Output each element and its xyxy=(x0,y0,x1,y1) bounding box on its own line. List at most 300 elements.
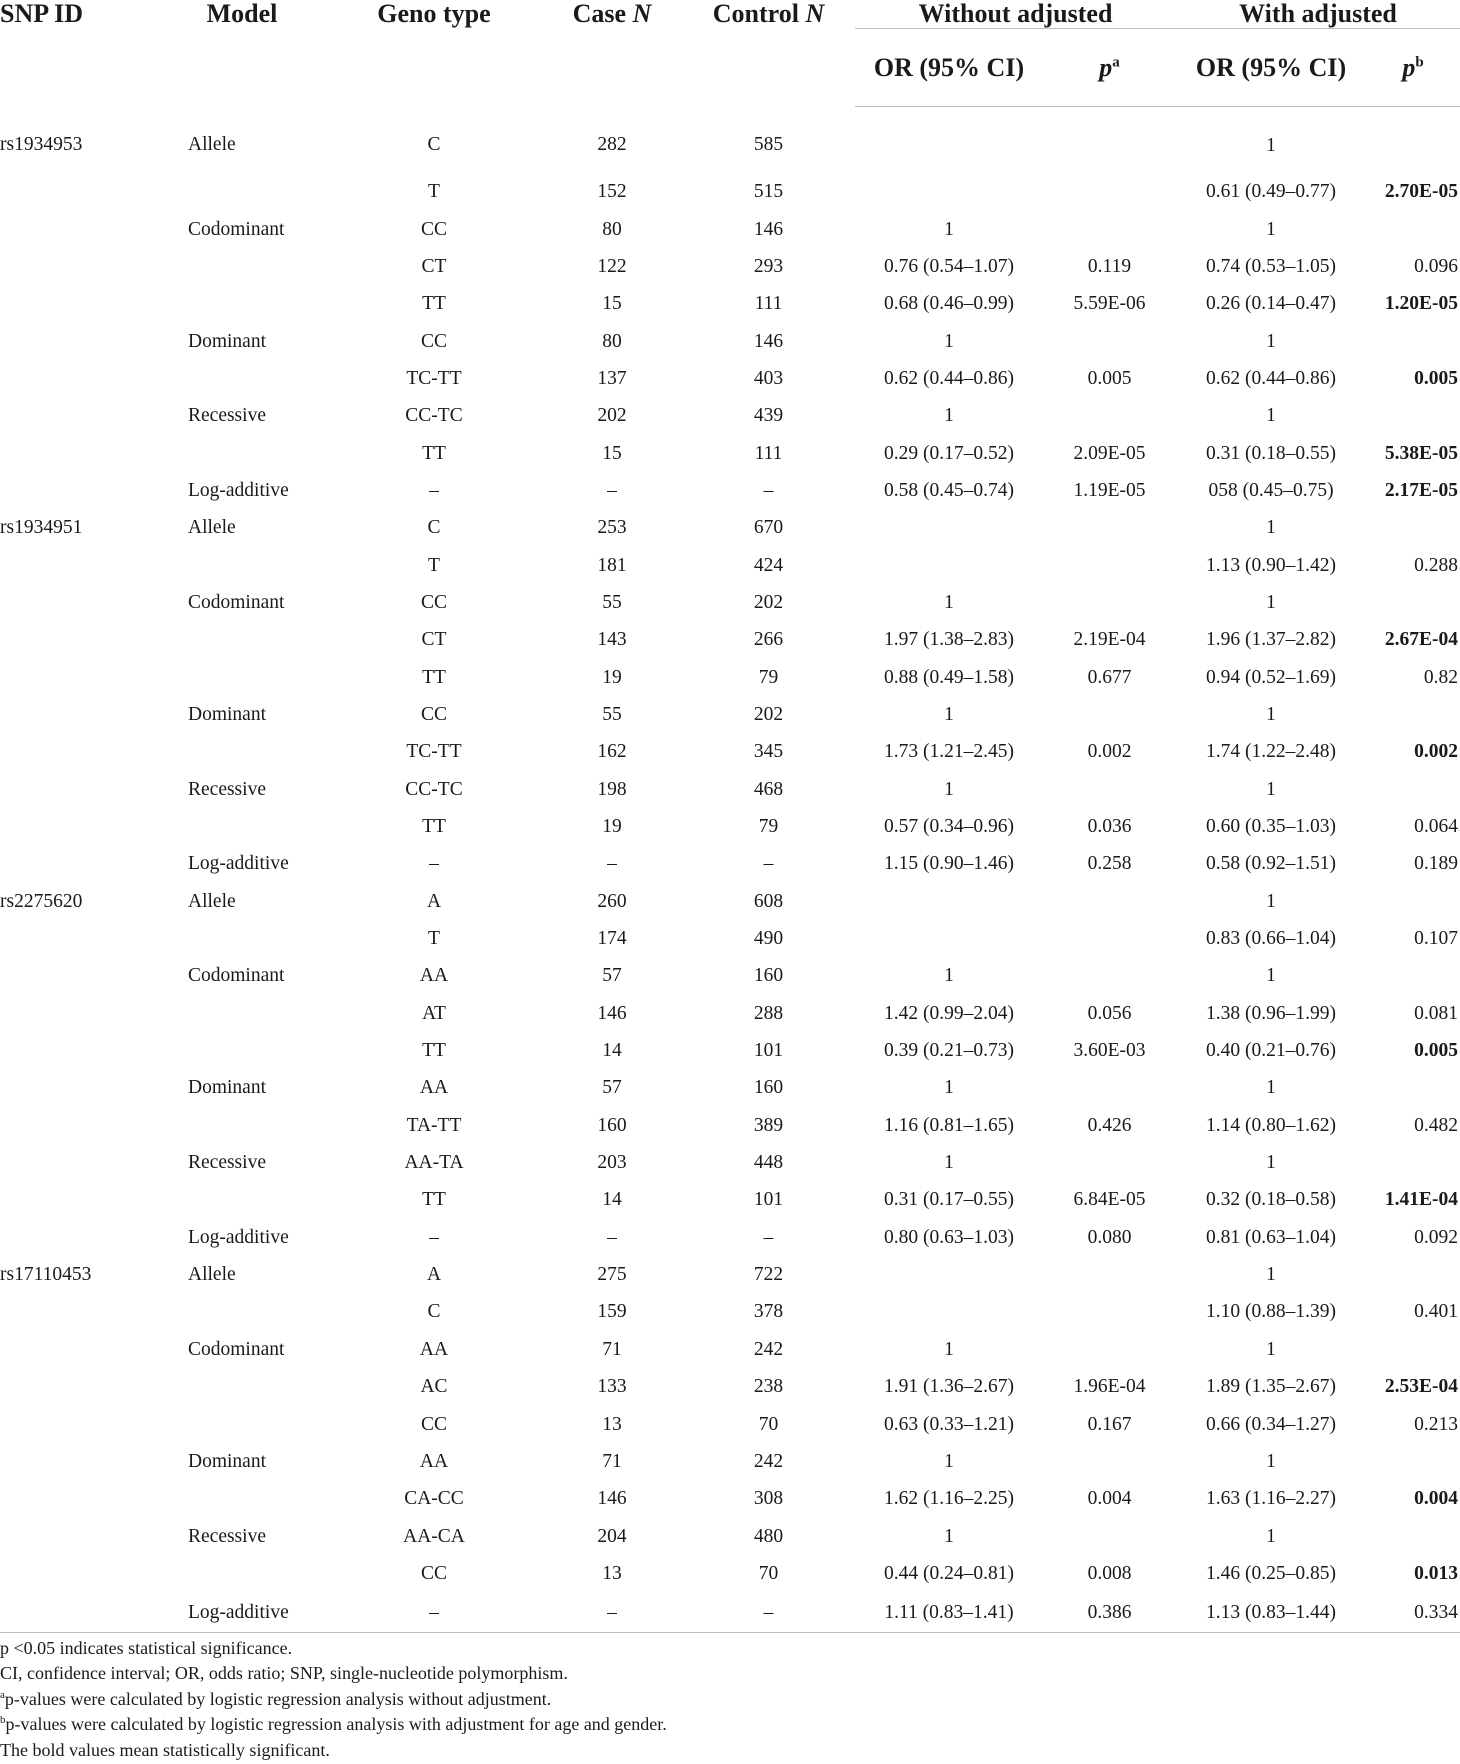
cell-genotype: AA xyxy=(419,1338,449,1360)
table-footnotes xyxy=(0,1636,1460,1763)
table-row xyxy=(0,248,1460,285)
cell-model: Allele xyxy=(188,134,236,156)
cell-case-n: 204 xyxy=(597,1525,627,1547)
cell-genotype: – xyxy=(429,1226,439,1248)
cell-p-with: 0.401 xyxy=(1414,1301,1459,1323)
cell-genotype: AA xyxy=(419,1450,449,1472)
cell-case-n: 275 xyxy=(597,1264,627,1286)
cell-or-ci-without: 1.15 (0.90–1.46) xyxy=(884,853,1014,875)
cell-snp-id xyxy=(0,360,158,397)
cell-p-without xyxy=(1043,1256,1176,1293)
footnote-b-text: p-values were calculated by logistic regression analysis with adjustment for age and gender. xyxy=(5,1714,667,1735)
cell-model: Recessive xyxy=(188,405,266,427)
cell-p-without: 0.386 xyxy=(1043,1592,1176,1633)
cell-p-without: 2.19E-04 xyxy=(1073,629,1146,651)
table-row xyxy=(0,1331,1460,1368)
cell-p-with: 0.002 xyxy=(1414,741,1459,763)
cell-or-ci-with: 0.31 (0.18–0.55) xyxy=(1206,442,1337,464)
cell-or-ci-with: 0.60 (0.35–1.03) xyxy=(1206,816,1337,838)
cell-genotype: AA-CA xyxy=(403,1525,465,1547)
cell-p-without: 0.036 xyxy=(1087,816,1132,838)
cell-p-without xyxy=(1043,1069,1176,1106)
cell-control-n: – xyxy=(763,853,774,875)
cell-genotype: T xyxy=(428,181,440,203)
cell-case-n: 282 xyxy=(597,134,627,156)
header-control-label: Control xyxy=(712,0,799,28)
cell-genotype: TT xyxy=(422,1189,446,1211)
cell-case-n: 202 xyxy=(597,405,627,427)
cell-or-ci-with: 1 xyxy=(1266,134,1276,156)
cell-genotype: CC-TC xyxy=(405,778,463,800)
cell-control-n: 480 xyxy=(753,1525,784,1547)
cell-p-with xyxy=(1366,1256,1460,1293)
cell-p-without: 1.96E-04 xyxy=(1073,1376,1146,1398)
cell-genotype: AC xyxy=(420,1376,448,1398)
cell-or-ci-without: 1 xyxy=(944,778,954,800)
cell-control-n: 101 xyxy=(753,1040,784,1062)
cell-genotype: TT xyxy=(422,442,446,464)
footnote-b-marker: b xyxy=(0,1714,6,1727)
cell-case-n: 162 xyxy=(597,741,627,763)
cell-model: Recessive xyxy=(188,1525,266,1547)
table-row xyxy=(0,883,1460,920)
cell-or-ci-without: 0.62 (0.44–0.86) xyxy=(884,367,1014,389)
cell-p-with xyxy=(1366,509,1460,546)
cell-or-ci-without xyxy=(855,107,1043,174)
cell-p-with: 0.82 xyxy=(1423,666,1459,688)
cell-model xyxy=(158,285,326,322)
cell-case-n: 122 xyxy=(597,255,627,277)
header-genotype: Geno type xyxy=(377,0,491,28)
cell-or-ci-without: 1 xyxy=(944,1152,954,1174)
cell-model: Allele xyxy=(188,517,236,539)
cell-genotype: CT xyxy=(421,255,447,277)
table-row xyxy=(0,434,1460,471)
cell-control-n: 266 xyxy=(753,629,784,651)
cell-control-n: 79 xyxy=(758,816,779,838)
cell-p-with xyxy=(1366,322,1460,359)
cell-or-ci-with: 0.66 (0.34–1.27) xyxy=(1206,1413,1337,1435)
cell-p-with xyxy=(1366,397,1460,434)
cell-genotype: AA xyxy=(419,965,449,987)
cell-snp-id xyxy=(0,1592,158,1633)
table-row xyxy=(0,1405,1460,1442)
cell-snp-id xyxy=(0,1368,158,1405)
cell-or-ci-with: 0.94 (0.52–1.69) xyxy=(1206,666,1337,688)
footnote-a-text: p-values were calculated by logistic regression analysis without adjustment. xyxy=(4,1688,552,1709)
cell-or-ci-without: 1 xyxy=(944,1450,954,1472)
cell-control-n: – xyxy=(763,1226,774,1248)
cell-or-ci-without: 1 xyxy=(944,405,954,427)
cell-snp-id xyxy=(0,957,158,994)
cell-case-n: 71 xyxy=(602,1450,622,1472)
cell-p-without: 3.60E-03 xyxy=(1073,1040,1146,1062)
cell-model: Dominant xyxy=(188,1077,266,1099)
cell-p-with xyxy=(1366,210,1460,247)
cell-p-with: 0.064 xyxy=(1414,816,1459,838)
header-or-ci-without: OR (95% CI) xyxy=(855,29,1043,107)
table-row xyxy=(0,1032,1460,1069)
cell-case-n: 159 xyxy=(597,1301,627,1323)
header-with-adjusted: With adjusted xyxy=(1239,0,1397,28)
cell-or-ci-with: 0.32 (0.18–0.58) xyxy=(1206,1189,1337,1211)
table-body xyxy=(0,107,1460,1633)
table-row xyxy=(0,1293,1460,1330)
cell-case-n: 80 xyxy=(602,218,622,240)
cell-p-with: 1.20E-05 xyxy=(1384,293,1459,315)
cell-genotype: AA xyxy=(419,1077,449,1099)
cell-model xyxy=(158,1181,326,1218)
cell-p-with xyxy=(1366,1517,1460,1554)
cell-control-n: 670 xyxy=(753,517,784,539)
cell-genotype: CC-TC xyxy=(405,405,463,427)
cell-snp-id xyxy=(0,1443,158,1480)
cell-p-with: 0.288 xyxy=(1414,554,1459,576)
cell-or-ci-with: 1.13 (0.90–1.42) xyxy=(1206,554,1337,576)
cell-or-ci-with: 0.62 (0.44–0.86) xyxy=(1206,367,1337,389)
cell-or-ci-without: 1 xyxy=(944,330,954,352)
header-without-adjusted: Without adjusted xyxy=(918,0,1113,28)
cell-or-ci-without xyxy=(855,1256,1043,1293)
cell-or-ci-without: 1 xyxy=(944,703,954,725)
cell-snp-id xyxy=(0,1480,158,1517)
cell-p-with: 0.107 xyxy=(1414,928,1459,950)
cell-or-ci-with: 1 xyxy=(1266,703,1276,725)
cell-control-n: 293 xyxy=(753,255,784,277)
cell-case-n: 181 xyxy=(597,554,627,576)
cell-snp-id xyxy=(0,210,158,247)
cell-p-with: 0.005 xyxy=(1414,1040,1459,1062)
table-row xyxy=(0,1219,1460,1256)
cell-p-with: 2.17E-05 xyxy=(1384,479,1459,501)
cell-model xyxy=(158,808,326,845)
cell-control-n: 202 xyxy=(753,591,784,613)
cell-or-ci-with: 0.74 (0.53–1.05) xyxy=(1206,255,1337,277)
header-p-with xyxy=(1366,29,1460,107)
table-row xyxy=(0,771,1460,808)
cell-or-ci-without: 1 xyxy=(944,591,954,613)
cell-model xyxy=(158,1032,326,1069)
cell-genotype: AT xyxy=(422,1002,446,1024)
cell-p-without xyxy=(1043,1293,1176,1330)
cell-control-n: – xyxy=(682,1592,855,1633)
cell-control-n: 515 xyxy=(753,181,784,203)
cell-model: Recessive xyxy=(188,1152,266,1174)
cell-control-n: 288 xyxy=(753,1002,784,1024)
cell-or-ci-without: 1 xyxy=(944,1525,954,1547)
cell-p-with xyxy=(1366,957,1460,994)
cell-or-ci-with: 1 xyxy=(1266,591,1276,613)
cell-p-with: 0.096 xyxy=(1414,255,1459,277)
cell-control-n: 308 xyxy=(753,1488,784,1510)
cell-or-ci-with: 1.14 (0.80–1.62) xyxy=(1206,1114,1337,1136)
cell-genotype: CC xyxy=(420,1562,447,1584)
cell-genotype: C xyxy=(427,134,441,156)
cell-or-ci-without: 0.63 (0.33–1.21) xyxy=(884,1413,1014,1435)
cell-control-n: 70 xyxy=(758,1562,779,1584)
cell-p-with: 1.41E-04 xyxy=(1384,1189,1459,1211)
cell-case-n: 146 xyxy=(597,1488,627,1510)
cell-snp-id xyxy=(0,1032,158,1069)
cell-snp-id xyxy=(0,845,158,882)
table-row xyxy=(0,1592,1460,1633)
cell-control-n: 448 xyxy=(753,1152,784,1174)
cell-control-n: 378 xyxy=(753,1301,784,1323)
cell-or-ci-without xyxy=(855,173,1043,210)
cell-or-ci-with: 1 xyxy=(1266,965,1276,987)
cell-genotype: – xyxy=(429,853,439,875)
cell-p-without xyxy=(1043,107,1176,174)
cell-snp-id xyxy=(0,1331,158,1368)
table-row xyxy=(0,1069,1460,1106)
cell-or-ci-with: 058 (0.45–0.75) xyxy=(1208,479,1334,501)
cell-p-without: 0.119 xyxy=(1087,255,1132,277)
cell-or-ci-without xyxy=(855,1293,1043,1330)
cell-or-ci-without: 0.88 (0.49–1.58) xyxy=(884,666,1014,688)
cell-or-ci-without: 1 xyxy=(944,1077,954,1099)
cell-model xyxy=(158,920,326,957)
cell-snp-id xyxy=(0,658,158,695)
cell-snp-id: rs1934953 xyxy=(0,134,83,156)
table-row xyxy=(0,397,1460,434)
cell-p-with: 0.005 xyxy=(1414,367,1459,389)
footnote-abbreviations: CI, confidence interval; OR, odds ratio; SNP, single-nucleotide polymorphism. xyxy=(0,1663,568,1684)
cell-p-with xyxy=(1366,107,1460,174)
cell-p-without xyxy=(1043,883,1176,920)
cell-control-n: 101 xyxy=(753,1189,784,1211)
cell-snp-id xyxy=(0,733,158,770)
header-model: Model xyxy=(206,0,278,28)
cell-model xyxy=(158,173,326,210)
cell-control-n: 160 xyxy=(753,965,784,987)
cell-or-ci-with: 1 xyxy=(1266,330,1276,352)
header-case-n xyxy=(542,0,682,107)
cell-control-n: 389 xyxy=(753,1114,784,1136)
header-p-b-sup: b xyxy=(1415,53,1424,70)
cell-or-ci-with: 0.81 (0.63–1.04) xyxy=(1206,1226,1337,1248)
cell-or-ci-with: 1.13 (0.83–1.44) xyxy=(1176,1592,1366,1633)
cell-or-ci-without: 0.76 (0.54–1.07) xyxy=(884,255,1014,277)
cell-or-ci-without xyxy=(855,920,1043,957)
cell-or-ci-without: 0.68 (0.46–0.99) xyxy=(884,293,1014,315)
table-row xyxy=(0,696,1460,733)
cell-p-without xyxy=(1043,1443,1176,1480)
cell-genotype: T xyxy=(428,928,440,950)
cell-or-ci-without: 0.80 (0.63–1.03) xyxy=(884,1226,1014,1248)
cell-case-n: – xyxy=(607,479,617,501)
cell-control-n: 111 xyxy=(754,293,783,315)
cell-or-ci-with: 1.74 (1.22–2.48) xyxy=(1206,741,1337,763)
cell-p-with xyxy=(1366,1331,1460,1368)
cell-model xyxy=(158,1368,326,1405)
cell-snp-id xyxy=(0,248,158,285)
cell-case-n: 198 xyxy=(597,778,627,800)
cell-p-without: 0.258 xyxy=(1087,853,1132,875)
cell-snp-id xyxy=(0,1219,158,1256)
cell-or-ci-without: 0.57 (0.34–0.96) xyxy=(884,816,1014,838)
cell-control-n: 160 xyxy=(753,1077,784,1099)
header-case-n-italic: N xyxy=(632,0,652,28)
cell-snp-id: rs1934951 xyxy=(0,517,83,539)
cell-model xyxy=(158,995,326,1032)
cell-model: Codominant xyxy=(188,218,285,240)
cell-case-n: 133 xyxy=(597,1376,627,1398)
table-row xyxy=(0,546,1460,583)
cell-p-with: 0.189 xyxy=(1414,853,1459,875)
cell-genotype: – xyxy=(429,479,439,501)
cell-or-ci-with: 0.40 (0.21–0.76) xyxy=(1206,1040,1337,1062)
table-row xyxy=(0,173,1460,210)
cell-genotype: AA-TA xyxy=(404,1152,464,1174)
cell-model: Allele xyxy=(188,890,236,912)
cell-or-ci-without: 0.29 (0.17–0.52) xyxy=(884,442,1014,464)
cell-or-ci-without: 1.42 (0.99–2.04) xyxy=(884,1002,1014,1024)
cell-p-without: 0.008 xyxy=(1087,1562,1132,1584)
cell-case-n: 19 xyxy=(602,816,622,838)
cell-model xyxy=(158,1405,326,1442)
cell-genotype: CT xyxy=(421,629,447,651)
cell-snp-id: rs17110453 xyxy=(0,1264,92,1286)
cell-p-without xyxy=(1043,173,1176,210)
cell-p-with xyxy=(1366,771,1460,808)
cell-or-ci-with: 1 xyxy=(1266,218,1276,240)
cell-model: Dominant xyxy=(188,703,266,725)
cell-control-n: 70 xyxy=(758,1413,779,1435)
cell-case-n: – xyxy=(607,853,617,875)
cell-or-ci-without: 1.97 (1.38–2.83) xyxy=(884,629,1014,651)
cell-p-without xyxy=(1043,1331,1176,1368)
table-row xyxy=(0,845,1460,882)
cell-control-n: 238 xyxy=(753,1376,784,1398)
cell-p-without xyxy=(1043,771,1176,808)
cell-or-ci-without: 1.16 (0.81–1.65) xyxy=(884,1114,1014,1136)
cell-case-n: 71 xyxy=(602,1338,622,1360)
cell-snp-id xyxy=(0,995,158,1032)
table-row xyxy=(0,658,1460,695)
header-p-without xyxy=(1043,29,1176,107)
table-row xyxy=(0,1181,1460,1218)
cell-model xyxy=(158,546,326,583)
header-p-a: p xyxy=(1099,52,1113,82)
cell-or-ci-without: 0.31 (0.17–0.55) xyxy=(884,1189,1014,1211)
table-row xyxy=(0,472,1460,509)
cell-or-ci-with: 1.89 (1.35–2.67) xyxy=(1206,1376,1337,1398)
table-row xyxy=(0,621,1460,658)
cell-case-n: – xyxy=(542,1592,682,1633)
cell-p-without xyxy=(1043,1517,1176,1554)
cell-p-with: 5.38E-05 xyxy=(1384,442,1459,464)
footnote-a-marker: a xyxy=(0,1688,5,1701)
cell-p-without: 1.19E-05 xyxy=(1073,479,1146,501)
table-row xyxy=(0,1256,1460,1293)
cell-model: Codominant xyxy=(188,965,285,987)
cell-case-n: 57 xyxy=(602,965,622,987)
table-row xyxy=(0,733,1460,770)
cell-case-n: 260 xyxy=(597,890,627,912)
cell-or-ci-with: 1 xyxy=(1266,1338,1276,1360)
cell-p-with: 0.004 xyxy=(1414,1488,1459,1510)
cell-p-without: 0.677 xyxy=(1087,666,1132,688)
cell-or-ci-with: 1 xyxy=(1266,517,1276,539)
cell-control-n: 439 xyxy=(753,405,784,427)
header-p-a-sup: a xyxy=(1112,53,1120,70)
cell-control-n: – xyxy=(763,479,774,501)
cell-p-with xyxy=(1366,883,1460,920)
cell-p-with: 0.482 xyxy=(1414,1114,1459,1136)
cell-model xyxy=(158,360,326,397)
cell-p-without xyxy=(1043,509,1176,546)
cell-p-with: 0.334 xyxy=(1366,1592,1460,1633)
table-row xyxy=(0,957,1460,994)
cell-p-with: 0.081 xyxy=(1414,1002,1459,1024)
cell-snp-id xyxy=(0,397,158,434)
table-header xyxy=(0,0,1460,107)
table-row xyxy=(0,210,1460,247)
header-p-b: p xyxy=(1402,52,1416,82)
cell-model xyxy=(158,434,326,471)
cell-model: Recessive xyxy=(188,778,266,800)
cell-snp-id xyxy=(0,1181,158,1218)
cell-snp-id xyxy=(0,696,158,733)
cell-p-without: 5.59E-06 xyxy=(1073,293,1146,315)
cell-p-with xyxy=(1366,584,1460,621)
cell-snp-id xyxy=(0,1517,158,1554)
header-case-label: Case xyxy=(572,0,627,28)
cell-control-n: 608 xyxy=(753,890,784,912)
cell-p-with xyxy=(1366,1144,1460,1181)
cell-p-with: 2.53E-04 xyxy=(1384,1376,1459,1398)
cell-case-n: 19 xyxy=(602,666,622,688)
cell-or-ci-without: 1 xyxy=(944,1338,954,1360)
cell-p-without xyxy=(1043,920,1176,957)
cell-or-ci-without: 1.91 (1.36–2.67) xyxy=(884,1376,1014,1398)
cell-model xyxy=(158,1480,326,1517)
cell-or-ci-with: 1 xyxy=(1266,890,1276,912)
header-or-ci-with: OR (95% CI) xyxy=(1176,29,1366,107)
cell-model: Log-additive xyxy=(158,1592,326,1633)
cell-snp-id xyxy=(0,285,158,322)
cell-p-without xyxy=(1043,957,1176,994)
header-control-n xyxy=(682,0,855,107)
cell-p-with xyxy=(1366,696,1460,733)
cell-p-without: 0.080 xyxy=(1087,1226,1132,1248)
cell-or-ci-without: 1.62 (1.16–2.25) xyxy=(884,1488,1014,1510)
table-row xyxy=(0,1555,1460,1592)
table-row xyxy=(0,808,1460,845)
cell-or-ci-without xyxy=(855,509,1043,546)
cell-snp-id xyxy=(0,621,158,658)
cell-model: Log-additive xyxy=(188,1226,289,1248)
cell-genotype: C xyxy=(427,517,441,539)
cell-case-n: 143 xyxy=(597,629,627,651)
cell-model xyxy=(158,658,326,695)
header-control-n-italic: N xyxy=(805,0,825,28)
table-row xyxy=(0,1443,1460,1480)
cell-p-without xyxy=(1043,322,1176,359)
cell-control-n: 345 xyxy=(753,741,784,763)
cell-snp-id xyxy=(0,1405,158,1442)
cell-p-without: 0.056 xyxy=(1087,1002,1132,1024)
cell-genotype: A xyxy=(426,890,442,912)
cell-control-n: 424 xyxy=(753,554,784,576)
cell-or-ci-with: 1.96 (1.37–2.82) xyxy=(1206,629,1337,651)
cell-genotype: TT xyxy=(422,666,446,688)
cell-genotype: C xyxy=(427,1301,441,1323)
cell-model: Codominant xyxy=(188,1338,285,1360)
cell-genotype: TT xyxy=(422,816,446,838)
cell-snp-id xyxy=(0,546,158,583)
cell-p-without: 0.005 xyxy=(1087,367,1132,389)
